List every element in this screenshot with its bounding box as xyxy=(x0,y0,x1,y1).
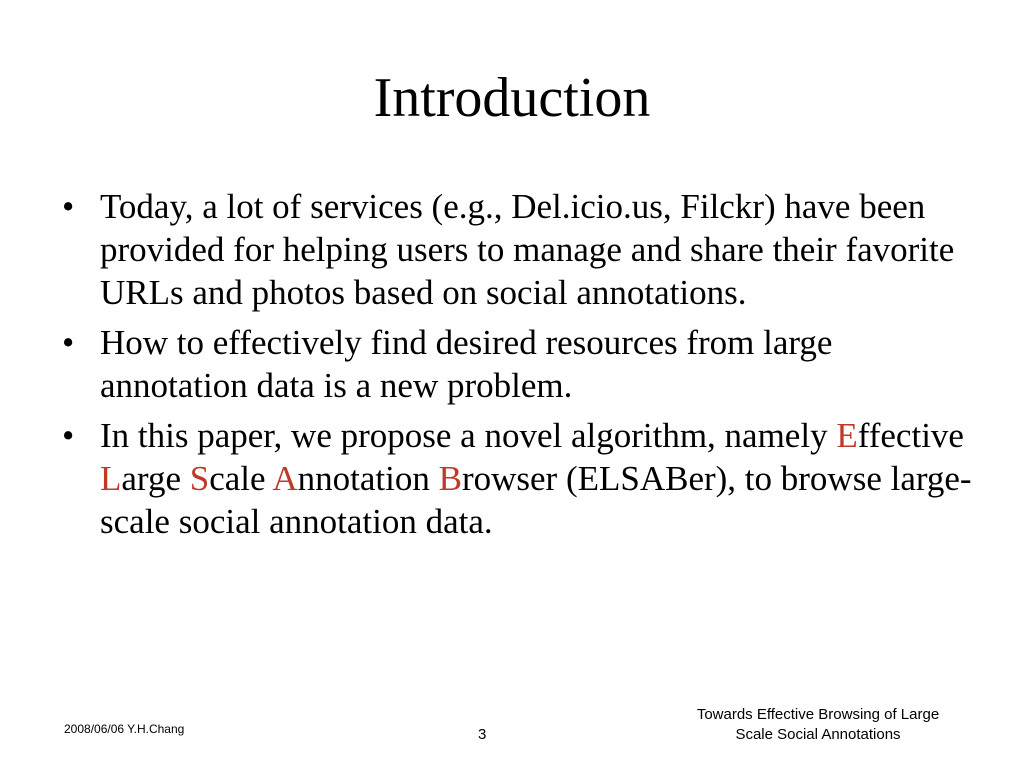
bullet-item xyxy=(56,185,976,314)
footer-paper-title-line2: Scale Social Annotations xyxy=(735,726,901,743)
bullet-text xyxy=(100,416,972,541)
bullet-text-segment: ffective xyxy=(857,416,964,455)
footer-page-number: 3 xyxy=(478,726,487,743)
bullet-list xyxy=(56,185,976,550)
acronym-letter-l: L xyxy=(100,459,122,498)
bullet-text: How to effectively find desired resources from large annotation data is a new problem. xyxy=(100,323,833,405)
bullet-text-segment: rowser (ELSABer), to browse large-scale social annotation data. xyxy=(100,459,972,541)
acronym-letter-a: A xyxy=(272,459,298,498)
acronym-letter-b: B xyxy=(438,459,462,498)
bullet-text-segment: cale xyxy=(209,459,273,498)
bullet-item xyxy=(56,321,976,407)
footer-paper-title-line1: Towards Effective Browsing of Large xyxy=(696,706,940,723)
footer-paper-title xyxy=(662,705,974,745)
slide-title: Introduction xyxy=(373,67,651,129)
bullet-dot: • xyxy=(62,416,75,455)
bullet-text-segment: nnotation xyxy=(297,459,439,498)
bullet-dot: • xyxy=(62,187,75,226)
acronym-letter-s: S xyxy=(189,459,210,498)
bullet-text-segment: In this paper, we propose a novel algorithm, namely xyxy=(100,416,837,455)
bullet-text-segment: arge xyxy=(121,459,190,498)
acronym-letter-e: E xyxy=(836,416,858,455)
bullet-dot: • xyxy=(62,323,75,362)
bullet-item xyxy=(56,414,976,543)
bullet-text: Today, a lot of services (e.g., Del.icio.us, Filckr) have been provided for helping users to manage and share their favorite URLs and photos based on social annotations. xyxy=(100,187,955,312)
footer-date-author: 2008/06/06 Y.H.Chang xyxy=(64,722,185,736)
